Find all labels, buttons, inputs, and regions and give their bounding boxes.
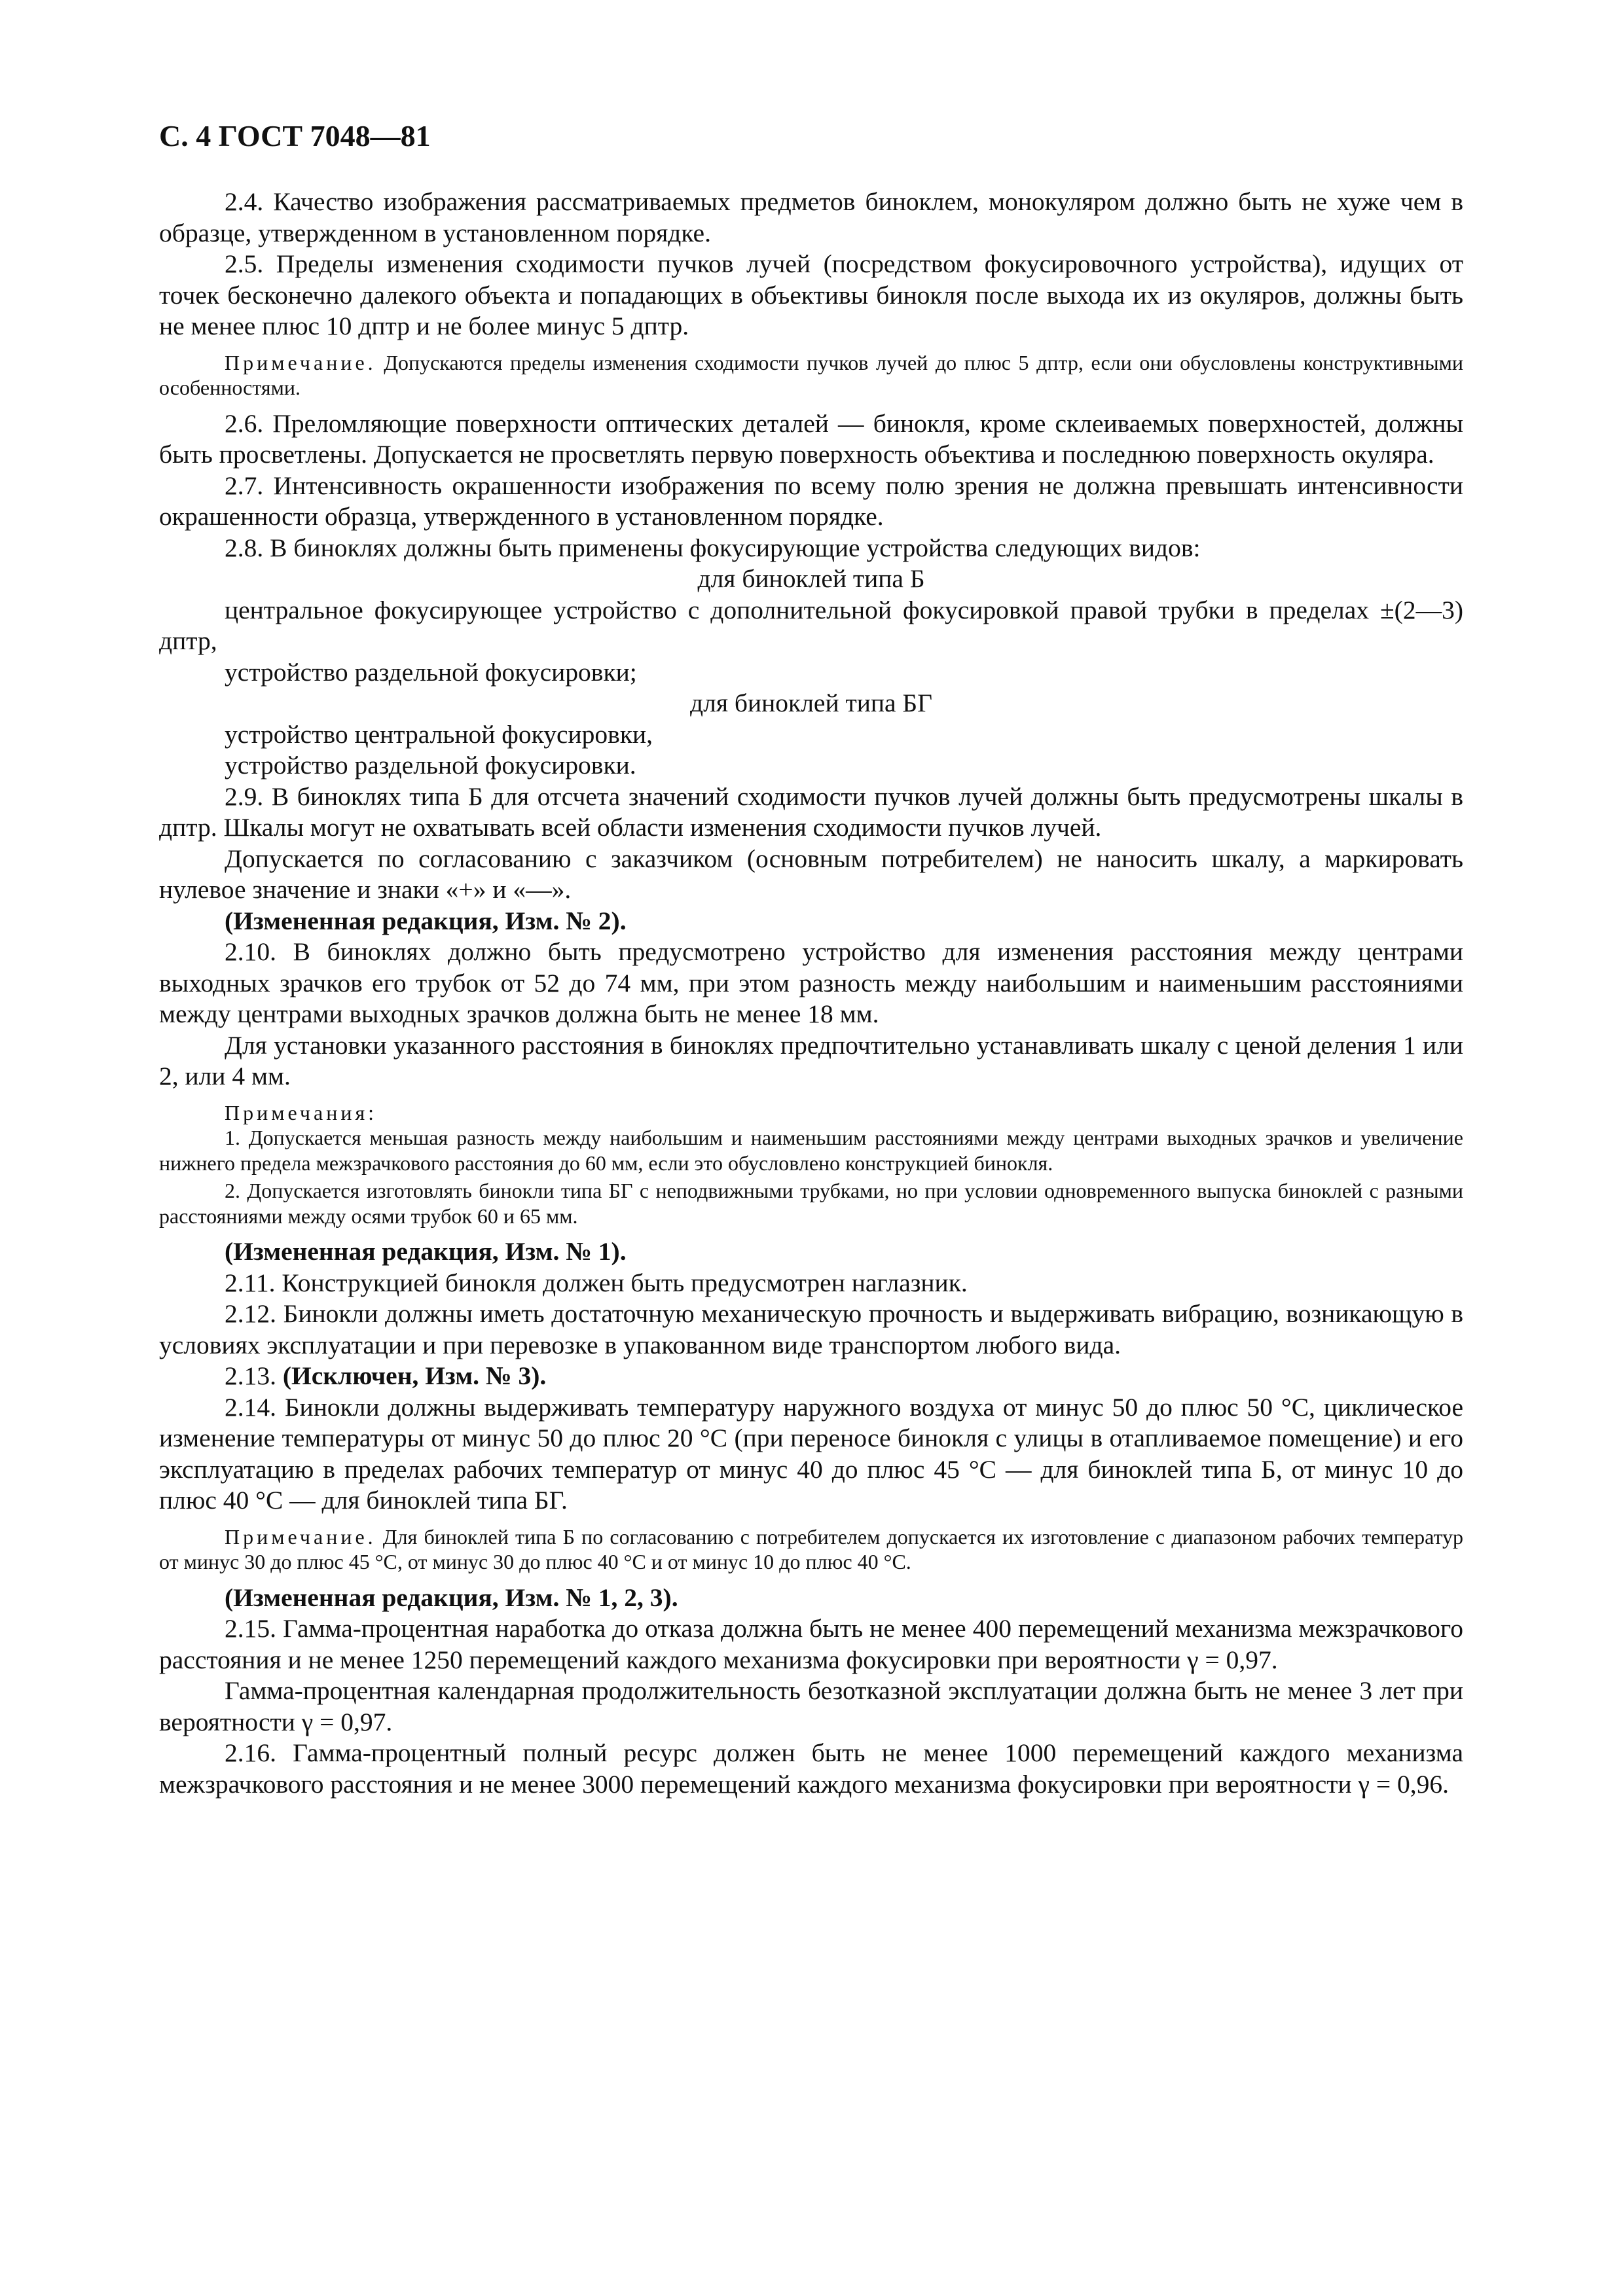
note-text: Допускаются пределы изменения сходимости пучков лучей до плюс 5 дптр, если они обусловлены конструктивными особенностями. — [159, 350, 1463, 400]
clause-2-7: 2.7. Интенсивность окрашенности изображения по всему полю зрения не должна превышать интенсивности окрашенности образца, утвержденного в установленном порядке. — [159, 471, 1463, 531]
type-b-item-2: устройство раздельной фокусировки; — [225, 657, 637, 687]
clause-2-9-addendum: Допускается по согласованию с заказчиком (основным потребителем) не наносить шкалу, а маркировать нулевое значение и знаки «+» и «—». — [159, 844, 1463, 905]
clause-2-16: 2.16. Гамма-процентный полный ресурс должен быть не менее 1000 перемещений каждого механизма межзрачкового расстояния и не менее 3000 перемещений каждого механизма фокусировки при вероятности γ = 0,96. — [159, 1738, 1463, 1799]
clause-2-15-addendum: Гамма-процентная календарная продолжительность безотказной эксплуатации должна быть не менее 3 лет при вероятности γ = 0,97. — [159, 1676, 1463, 1736]
clause-2-11: 2.11. Конструкцией бинокля должен быть предусмотрен наглазник. — [225, 1268, 968, 1297]
note-2-14 — [159, 1524, 1463, 1575]
clause-2-15: 2.15. Гамма-процентная наработка до отказа должна быть не менее 400 перемещений механизма межзрачкового расстояния и не менее 1250 перемещений каждого механизма фокусировки при вероятности γ = 0,97. — [159, 1614, 1463, 1674]
clause-2-10-addendum: Для установки указанного расстояния в биноклях предпочтительно устанавливать шкалу с ценой деления 1 или 2, или 4 мм. — [159, 1030, 1463, 1091]
note-item-2: 2. Допускается изготовлять бинокли типа БГ с неподвижными трубками, но при условии одновременного выпуска биноклей с разными расстояниями между осями трубок 60 и 65 мм. — [159, 1179, 1463, 1228]
note-text: Для биноклей типа Б по согласованию с потребителем допускается их изготовление с диапазоном рабочих температур от минус 30 до плюс 45 °С, от минус 30 до плюс 40 °С и от минус 10 до плюс 40 °С. — [159, 1524, 1463, 1574]
notes-heading: Примечания: — [225, 1100, 378, 1124]
clause-2-14: 2.14. Бинокли должны выдерживать температуру наружного воздуха от минус 50 до плюс 50 °С, циклическое изменение температуры от минус 50 до плюс 20 °С (при переносе бинокля с улицы в отапливаемое помещение) и его эксплуатацию в пределах рабочих температур от минус 40 до плюс 45 °С — для биноклей типа Б, от минус 10 до плюс 40 °С — для биноклей типа БГ. — [159, 1392, 1463, 1515]
type-bg-item-1: устройство центральной фокусировки, — [225, 719, 653, 749]
revision-note-1: (Измененная редакция, Изм. № 1). — [225, 1237, 627, 1266]
clause-2-9: 2.9. В биноклях типа Б для отсчета значений сходимости пучков лучей должны быть предусмотрены шкалы в дптр. Шкалы могут не охватывать всей области изменения сходимости пучков лучей. — [159, 781, 1463, 842]
clause-2-13: 2.13. (Исключен, Изм. № 3). — [225, 1361, 547, 1391]
note-item-1: 1. Допускается меньшая разность между наибольшим и наименьшим расстояниями между центрами выходных зрачков и увеличение нижнего предела межзрачкового расстояния до 60 мм, если это обусловлено конструкцией бинокля. — [159, 1126, 1463, 1175]
type-bg-item-2: устройство раздельной фокусировки. — [225, 751, 636, 780]
revision-note-2: (Измененная редакция, Изм. № 2). — [225, 906, 627, 935]
type-b-heading: для биноклей типа Б — [697, 564, 925, 594]
revision-note-123: (Измененная редакция, Изм. № 1, 2, 3). — [225, 1583, 678, 1612]
note-label: Примечание. — [225, 1524, 376, 1549]
note-2-5 — [159, 350, 1463, 401]
page-header: С. 4 ГОСТ 7048—81 — [159, 119, 431, 152]
clause-2-10: 2.10. В биноклях должно быть предусмотрено устройство для изменения расстояния между центрами выходных зрачков его трубок от 52 до 74 мм, при этом разность между наибольшим и наименьшим расстояниями между центрами выходных зрачков должна быть не менее 18 мм. — [159, 937, 1463, 1029]
clause-2-6: 2.6. Преломляющие поверхности оптических деталей — бинокля, кроме склеиваемых поверхностей, должны быть просветлены. Допускается не просветлять первую поверхность объектива и последнюю поверхность окуляра. — [159, 408, 1463, 469]
type-bg-heading: для биноклей типа БГ — [690, 689, 932, 718]
document-page — [159, 118, 1463, 1800]
type-b-item-1: центральное фокусирующее устройство с дополнительной фокусировкой правой трубки в пределах ±(2—3) дптр, — [159, 595, 1463, 656]
clause-2-4: 2.4. Качество изображения рассматриваемых предметов биноклем, монокуляром должно быть не хуже чем в образце, утвержденном в установленном порядке. — [159, 187, 1463, 247]
clause-2-5: 2.5. Пределы изменения сходимости пучков лучей (посредством фокусировочного устройства), идущих от точек бесконечно далекого объекта и попадающих в объективы бинокля после выхода их из окуляров, должны быть не менее плюс 10 дптр и не более минус 5 дптр. — [159, 249, 1463, 341]
note-label: Примечание. — [225, 350, 376, 374]
clause-2-12: 2.12. Бинокли должны иметь достаточную механическую прочность и выдерживать вибрацию, возникающую в условиях эксплуатации и при перевозке в упакованном виде транспортом любого вида. — [159, 1299, 1463, 1359]
clause-2-8: 2.8. В биноклях должны быть применены фокусирующие устройства следующих видов: — [225, 533, 1201, 562]
